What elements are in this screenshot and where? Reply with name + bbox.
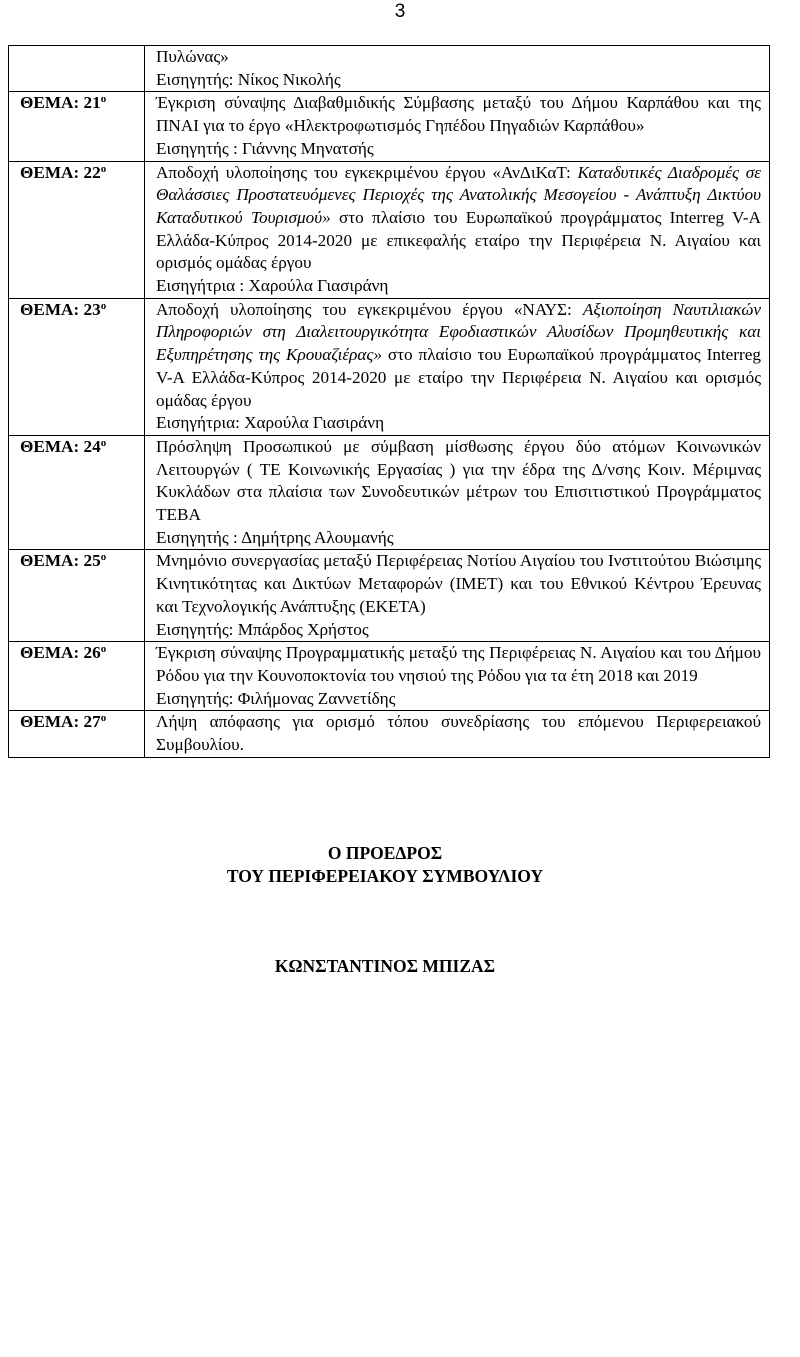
rapporteur: Εισηγήτρια : Χαρούλα Γιασιράνη	[156, 276, 389, 296]
topic-number-cell	[9, 46, 145, 92]
topic-description-cell	[145, 46, 770, 92]
ordinal-suffix: ο	[100, 436, 107, 449]
topic-description-cell	[145, 550, 770, 642]
topic-description-cell	[145, 298, 770, 435]
table-row	[9, 161, 770, 298]
topic-description: Έγκριση σύναψης Προγραμματικής μεταξύ της Περιφέρειας Ν. Αιγαίου και του Δήμου Ρόδου για την Κουνοποκτονία του νησιού της Ρόδου για τα έτη 2018 και 2019	[156, 643, 761, 685]
topic-description: Πυλώνας»	[156, 47, 229, 66]
ordinal-suffix: ο	[100, 712, 107, 725]
topic-description-cell	[145, 435, 770, 550]
topic-description	[156, 299, 761, 413]
rapporteur: Εισηγητής: Μπάρδος Χρήστος	[156, 619, 369, 639]
topic-number-cell	[9, 161, 145, 298]
table-row	[9, 92, 770, 161]
topic-number-cell	[9, 711, 145, 757]
topic-number: ΘΕΜΑ: 24	[20, 436, 101, 456]
topic-description-cell	[145, 161, 770, 298]
topic-description: Έγκριση σύναψης Διαβαθμιδικής Σύμβασης μεταξύ του Δήμου Καρπάθου και της ΠΝΑΙ για το έργο «Ηλεκτροφωτισμός Γηπέδου Πηγαδιών Καρπάθου»	[156, 93, 761, 136]
ordinal-suffix: ο	[100, 643, 107, 656]
topic-description-end: στο πλαίσιο του Ευρωπαϊκού προγράμματος Interreg V-A Ελλάδα-Κύπρος 2014-2020 με εταίρο την Περιφέρεια Ν. Αιγαίου και ορισμός ομάδας έργου	[156, 345, 761, 410]
rapporteur: Εισηγητής : Δημήτρης Αλουμανής	[156, 527, 394, 547]
topic-number: ΘΕΜΑ: 23	[20, 299, 101, 319]
topic-number-cell	[9, 550, 145, 642]
table-row	[9, 642, 770, 711]
topic-description-cell	[145, 711, 770, 757]
ordinal-suffix: ο	[100, 93, 107, 106]
signature-title-line-1: Ο ΠΡΟΕΔΡΟΣ	[327, 843, 443, 863]
topic-number: ΘΕΜΑ: 25	[20, 551, 101, 571]
topic-number-cell	[9, 435, 145, 550]
ordinal-suffix: ο	[100, 299, 107, 312]
ordinal-suffix: ο	[100, 162, 107, 175]
topic-description-start: Αποδοχή υλοποίησης του εγκεκριμένου έργου «ΝΑΥΣ:	[156, 299, 583, 319]
agenda-table	[8, 45, 770, 758]
topic-number-cell	[9, 642, 145, 711]
topic-number-cell	[9, 298, 145, 435]
topic-description-end: στο πλαίσιο του Ευρωπαϊκού προγράμματος Interreg V-A Ελλάδα-Κύπρος 2014-2020 με επικεφαλής εταίρο την Περιφέρεια Ν. Αιγαίου και ορισμός ομάδας έργου	[156, 207, 762, 273]
rapporteur: Εισηγητής : Γιάννης Μηνατσής	[156, 138, 374, 158]
rapporteur: Εισηγητής: Φιλήμονας Ζαννετίδης	[156, 688, 396, 708]
table-row	[9, 550, 770, 642]
topic-description: Μνημόνιο συνεργασίας μεταξύ Περιφέρειας Νοτίου Αιγαίου του Ινστιτούτου Βιώσιμης Κινητικότητας και Δικτύων Μεταφορών (ΙΜΕΤ) και του Εθνικού Κέντρου Έρευνας και Τεχνολογικής Ανάπτυξης (ΕΚΕΤΑ)	[156, 551, 761, 616]
rapporteur: Εισηγήτρια: Χαρούλα Γιασιράνη	[156, 413, 385, 433]
table-row	[9, 46, 770, 92]
page-number: 3	[394, 1, 406, 22]
table-row	[9, 435, 770, 550]
signature-title	[0, 842, 770, 887]
topic-description-cell	[145, 642, 770, 711]
topic-description-cell	[145, 92, 770, 161]
topic-number: ΘΕΜΑ: 21	[20, 93, 101, 113]
ordinal-suffix: ο	[100, 551, 107, 564]
rapporteur: Εισηγητής: Νίκος Νικολής	[156, 69, 341, 89]
topic-description	[156, 162, 761, 276]
project-title: Καταδυτικές Διαδρομές σε Θαλάσσιες Προστατευόμενες Περιοχές της Ανατολικής Μεσογείου - Ανάπτυξη Δικτύου Καταδυτικού Τουρισμού»	[156, 162, 761, 227]
topic-number: ΘΕΜΑ: 27	[20, 712, 101, 732]
topic-description-start: Αποδοχή υλοποίησης του εγκεκριμένου έργου «ΑνΔιΚαΤ:	[156, 162, 578, 182]
signature-name: ΚΩΝΣΤΑΝΤΙΝΟΣ ΜΠΙΖΑΣ	[274, 956, 496, 976]
topic-number: ΘΕΜΑ: 22	[20, 162, 101, 182]
topic-number-cell	[9, 92, 145, 161]
topic-number: ΘΕΜΑ: 26	[20, 643, 101, 663]
topic-description: Λήψη απόφασης για ορισμό τόπου συνεδρίασης του επόμενου Περιφερειακού Συμβουλίου.	[156, 712, 761, 755]
table-row	[9, 298, 770, 435]
topic-description: Πρόσληψη Προσωπικού με σύμβαση μίσθωσης έργου δύο ατόμων Κοινωνικών Λειτουργών ( ΤΕ Κοινωνικής Εργασίας ) για την έδρα της Δ/νσης Κοιν. Μέριμνας Κυκλάδων στα πλαίσια των Συνοδευτικών μέτρων του Επισιτιστικού Προγράμματος ΤΕΒΑ	[156, 436, 761, 525]
project-title: Αξιοποίηση Ναυτιλιακών Πληροφοριών στη Διαλειτουργικότητα Εφοδιαστικών Αλυσίδων Προμηθευτικής και Εξυπηρέτησης της Κρουαζιέρας»	[156, 299, 761, 365]
signature-title-line-2: ΤΟΥ ΠΕΡΙΦΕΡΕΙΑΚΟΥ ΣΥΜΒΟΥΛΙΟΥ	[226, 865, 544, 886]
table-row	[9, 711, 770, 757]
